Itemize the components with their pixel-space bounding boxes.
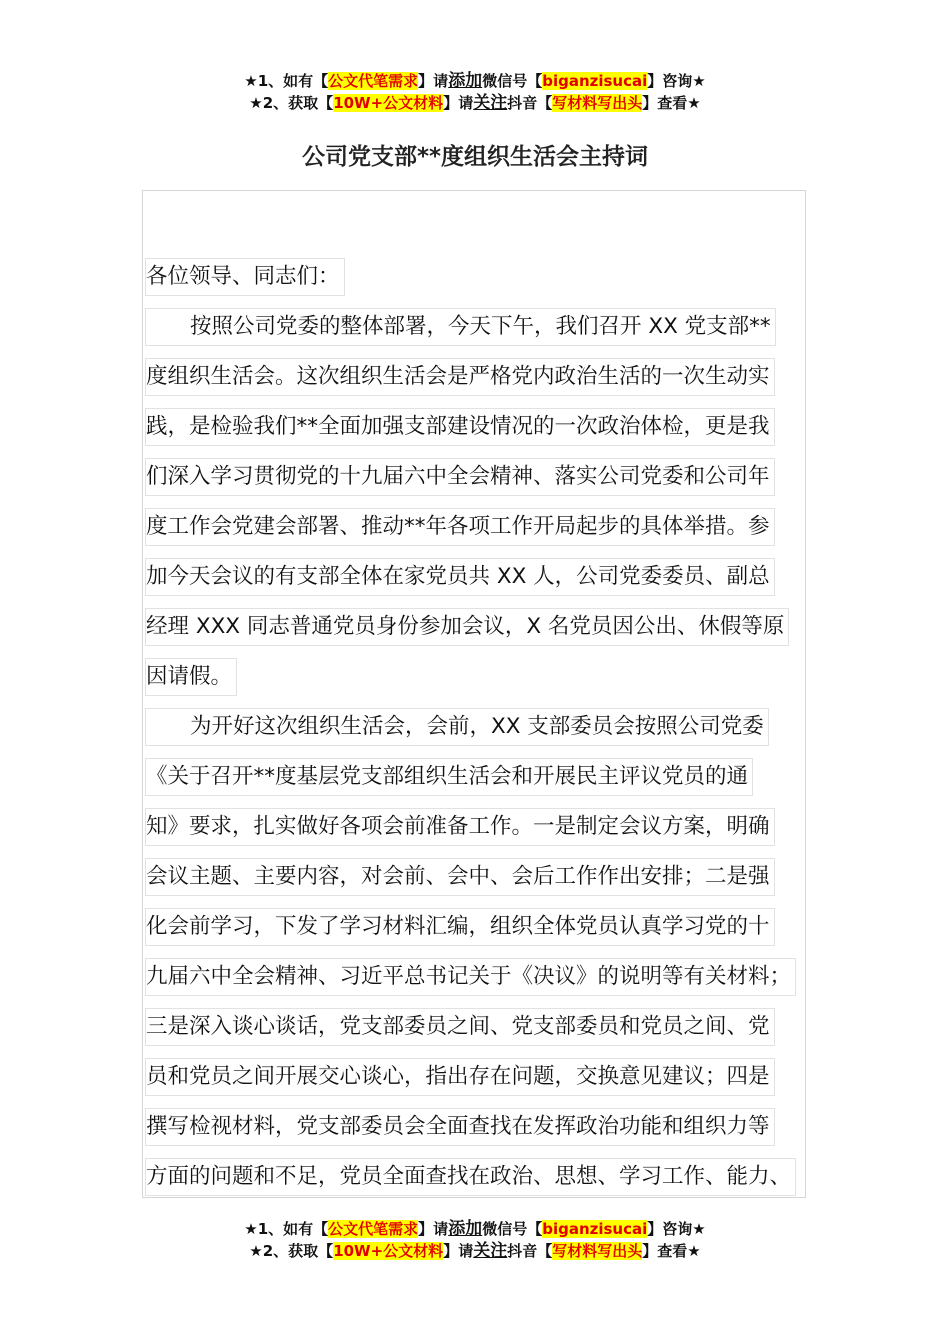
- promo-emphasis: 关注: [473, 93, 508, 113]
- document-title: 公司党支部**度组织生活会主持词: [301, 144, 649, 170]
- promo-text: 微信号【: [482, 1220, 543, 1238]
- text-line: 员和党员之间开展交心谈心，指出存在问题，交换意见建议；四是: [145, 1058, 835, 1108]
- text-line: 度工作会党建会部署、推动**年各项工作开局起步的具体举措。参: [145, 508, 835, 558]
- text-line: 经理 XXX 同志普通党员身份参加会议，X 名党员因公出、休假等原: [145, 608, 835, 658]
- text-line: 加今天会议的有支部全体在家党员共 XX 人，公司党委委员、副总: [145, 558, 835, 608]
- text-line: 化会前学习，下发了学习材料汇编，组织全体党员认真学习党的十: [145, 908, 835, 958]
- promo-text: ★1、如有【: [244, 72, 329, 90]
- promo-text: 抖音【: [507, 1242, 553, 1260]
- promo-highlight: 公文代笔需求: [328, 72, 419, 90]
- promo-highlight: 写材料写出头: [552, 94, 643, 112]
- promo-emphasis: 添加: [448, 71, 483, 91]
- promo-highlight: 10W+公文材料: [333, 94, 444, 112]
- text-line: 知》要求，扎实做好各项会前准备工作。一是制定会议方案，明确: [145, 808, 835, 858]
- promo-line-2: [0, 92, 950, 114]
- promo-highlight: biganzisucai: [542, 72, 648, 90]
- promo-emphasis: 关注: [473, 1241, 508, 1261]
- text-line: 度组织生活会。这次组织生活会是严格党内政治生活的一次生动实: [145, 358, 835, 408]
- promo-text: ★1、如有【: [244, 1220, 329, 1238]
- promo-text: 】请: [443, 94, 474, 112]
- text-line: 九届六中全会精神、习近平总书记关于《决议》的说明等有关材料；: [145, 958, 835, 1008]
- promo-text: 】请: [443, 1242, 474, 1260]
- text-line: 三是深入谈心谈话，党支部委员之间、党支部委员和党员之间、党: [145, 1008, 835, 1058]
- promo-text: 】咨询★: [647, 1220, 706, 1238]
- text-line: 为开好这次组织生活会，会前，XX 支部委员会按照公司党委: [145, 708, 835, 758]
- promo-highlight: 公文代笔需求: [328, 1220, 419, 1238]
- promo-text: ★2、获取【: [249, 1242, 334, 1260]
- text-line: 按照公司党委的整体部署，今天下午，我们召开 XX 党支部**: [145, 308, 835, 358]
- promo-line-1: [0, 1218, 950, 1240]
- text-line: 因请假。: [145, 658, 835, 708]
- promo-highlight: 10W+公文材料: [333, 1242, 444, 1260]
- promo-line-2: [0, 1240, 950, 1262]
- promo-line-1: [0, 70, 950, 92]
- document-body: [145, 258, 835, 1208]
- text-line: 践，是检验我们**全面加强支部建设情况的一次政治体检，更是我: [145, 408, 835, 458]
- promo-text: 】请: [418, 72, 449, 90]
- promo-text: 抖音【: [507, 94, 553, 112]
- promo-highlight: 写材料写出头: [552, 1242, 643, 1260]
- text-line: 会议主题、主要内容，对会前、会中、会后工作作出安排；二是强: [145, 858, 835, 908]
- promo-text: ★2、获取【: [249, 94, 334, 112]
- text-line: 方面的问题和不足，党员全面查找在政治、思想、学习工作、能力、: [145, 1158, 835, 1208]
- promo-text: 】咨询★: [647, 72, 706, 90]
- text-line: 撰写检视材料，党支部委员会全面查找在发挥政治功能和组织力等: [145, 1108, 835, 1158]
- promo-text: 】查看★: [642, 94, 701, 112]
- text-line: 们深入学习贯彻党的十九届六中全会精神、落实公司党委和公司年: [145, 458, 835, 508]
- promo-highlight: biganzisucai: [542, 1220, 648, 1238]
- promo-emphasis: 添加: [448, 1219, 483, 1239]
- text-line: 各位领导、同志们：: [145, 258, 835, 308]
- promo-text: 】请: [418, 1220, 449, 1238]
- text-line: 《关于召开**度基层党支部组织生活会和开展民主评议党员的通: [145, 758, 835, 808]
- promo-text: 】查看★: [642, 1242, 701, 1260]
- promo-banner-bottom: [0, 1218, 950, 1262]
- promo-banner-top: [0, 70, 950, 114]
- promo-text: 微信号【: [482, 72, 543, 90]
